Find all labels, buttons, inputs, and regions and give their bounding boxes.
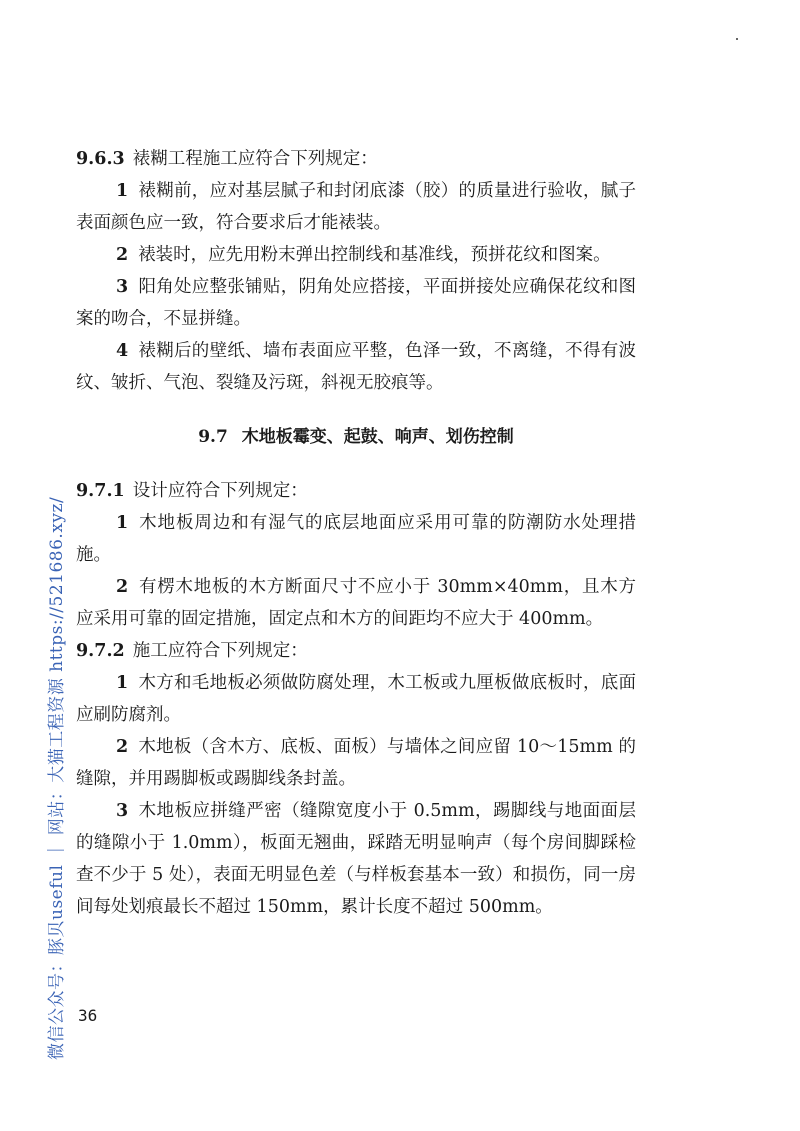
- item-text: 木地板应拼缝严密（缝隙宽度小于 0.5mm，踢脚线与地面面层的缝隙小于 1.0mm），板面无翘曲，踩踏无明显响声（每个房间脚踩检查不少于 5 处），表面无明显色差（与样板套基本一致）和损伤，同一房间每处划痕最长不超过 150mm，累计长度不超过 500mm。: [76, 801, 636, 917]
- list-item: [76, 667, 636, 731]
- item-number: 1: [116, 673, 129, 693]
- clause-number: 9.7.1: [76, 481, 125, 501]
- item-text: 裱装时，应先用粉末弹出控制线和基准线，预拼花纹和图案。: [138, 245, 611, 265]
- list-item: [76, 571, 636, 635]
- item-text: 裱糊后的壁纸、墙布表面应平整，色泽一致，不离缝，不得有波纹、皱折、气泡、裂缝及污斑，斜视无胶痕等。: [76, 341, 636, 393]
- list-item: [76, 335, 636, 399]
- item-number: 2: [116, 577, 129, 597]
- clause-9-7-1: [76, 475, 636, 507]
- clause-number: 9.7.2: [76, 641, 125, 661]
- item-text: 裱糊前，应对基层腻子和封闭底漆（胶）的质量进行验收，腻子表面颜色应一致，符合要求后才能裱装。: [76, 181, 636, 233]
- list-item: [76, 175, 636, 239]
- section-heading-9-7: [76, 421, 636, 453]
- list-item: [76, 271, 636, 335]
- item-text: 木方和毛地板必须做防腐处理，木工板或九厘板做底板时，底面应刷防腐剂。: [76, 673, 636, 725]
- item-number: 2: [116, 245, 129, 265]
- item-text: 木地板周边和有湿气的底层地面应采用可靠的防潮防水处理措施。: [76, 513, 636, 565]
- section-title: 木地板霉变、起鼓、响声、划伤控制: [241, 427, 514, 447]
- scan-speck: [736, 38, 738, 40]
- list-item: [76, 795, 636, 923]
- item-number: 2: [116, 737, 129, 757]
- clause-title: 裱糊工程施工应符合下列规定：: [132, 149, 378, 169]
- list-item: [76, 507, 636, 571]
- item-number: 3: [116, 801, 129, 821]
- item-text: 有楞木地板的木方断面尺寸不应小于 30mm×40mm，且木方应采用可靠的固定措施，固定点和木方的间距均不应大于 400mm。: [76, 577, 636, 629]
- clause-title: 设计应符合下列规定：: [132, 481, 308, 501]
- page-number: 36: [78, 1006, 98, 1025]
- clause-number: 9.6.3: [76, 149, 125, 169]
- item-text: 木地板（含木方、底板、面板）与墙体之间应留 10～15mm 的缝隙，并用踢脚板或踢脚线条封盖。: [76, 737, 636, 789]
- clause-title: 施工应符合下列规定：: [132, 641, 308, 661]
- item-number: 1: [116, 181, 129, 201]
- item-number: 1: [116, 513, 129, 533]
- clause-9-6-3: [76, 143, 636, 175]
- page-content: [76, 143, 636, 923]
- section-number: 9.7: [198, 427, 228, 447]
- list-item: [76, 239, 636, 271]
- item-number: 4: [116, 341, 129, 361]
- item-text: 阳角处应整张铺贴，阴角处应搭接，平面拼接处应确保花纹和图案的吻合，不显拼缝。: [76, 277, 636, 329]
- clause-9-7-2: [76, 635, 636, 667]
- watermark-text: 微信公众号：豚贝useful ｜ 网站：大猫工程资源 https://521686.xyz/: [47, 496, 67, 1060]
- item-number: 3: [116, 277, 129, 297]
- list-item: [76, 731, 636, 795]
